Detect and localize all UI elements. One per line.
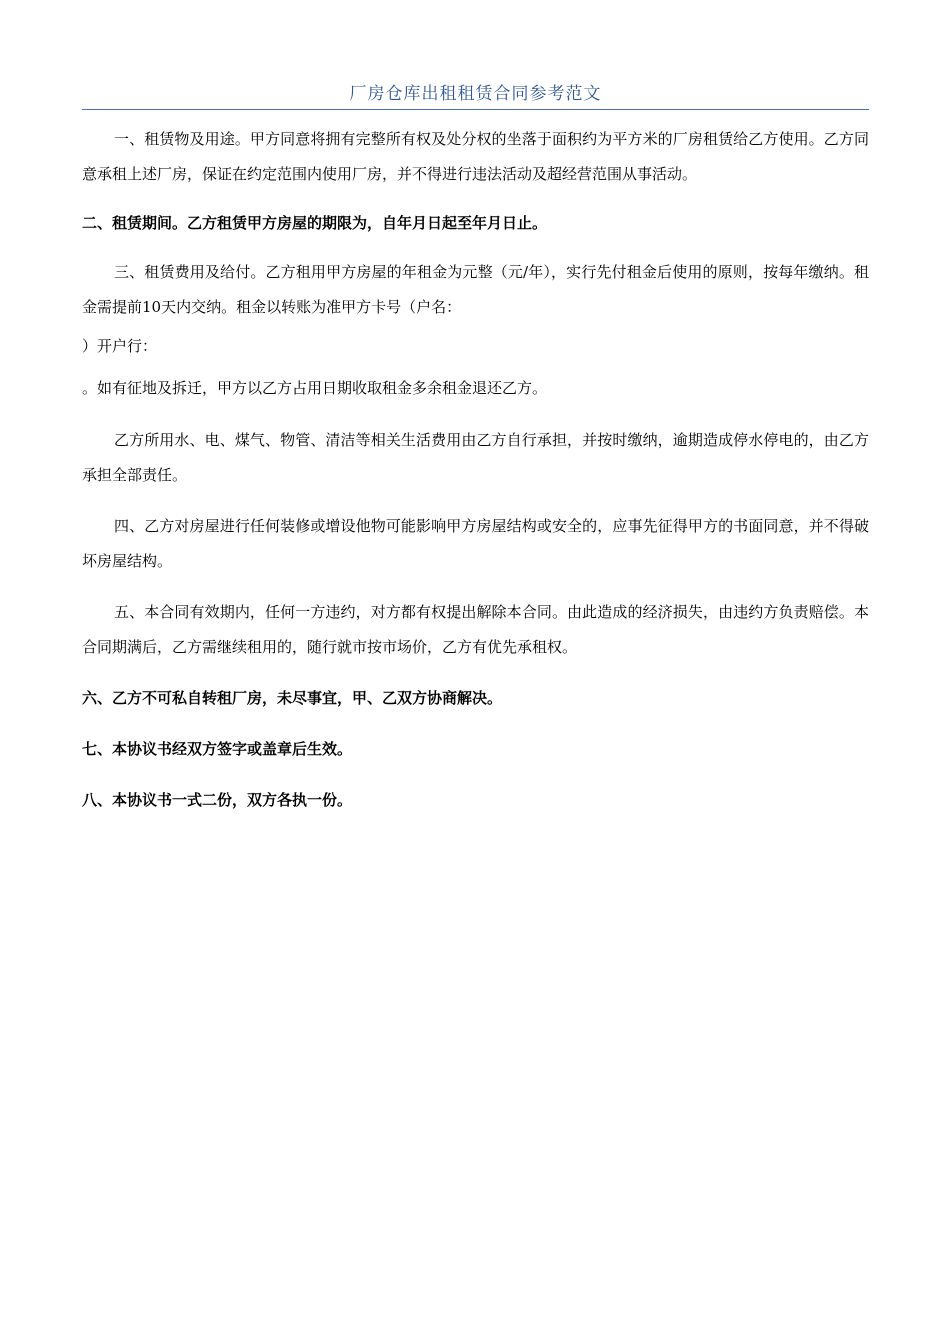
- clause-3-utilities-paragraph: 乙方所用水、电、煤气、物管、清洁等相关生活费用由乙方自行承担，并按时缴纳，逾期造成停水停电的，由乙方承担全部责任。: [82, 431, 869, 484]
- clause-3-relocation-line: 。如有征地及拆迁，甲方以乙方占用日期收取租金多余租金退还乙方。: [82, 379, 548, 397]
- clause-4-paragraph: 四、乙方对房屋进行任何装修或增设他物可能影响甲方房屋结构或安全的，应事先征得甲方的书面同意，并不得破坏房屋结构。: [82, 517, 869, 570]
- clause-1-paragraph: 一、租赁物及用途。甲方同意将拥有完整所有权及处分权的坐落于面积约为平方米的厂房租赁给乙方使用。乙方同意承租上述厂房，保证在约定范围内使用厂房，并不得进行违法活动及超经营范围从事活动。: [82, 130, 869, 183]
- clause-3-paragraph: 三、租赁费用及给付。乙方租用甲方房屋的年租金为元整（元/年），实行先付租金后使用的原则，按每年缴纳。租金需提前10天内交纳。租金以转账为准甲方卡号（户名：: [82, 263, 869, 316]
- clause-2-paragraph: 二、租赁期间。乙方租赁甲方房屋的期限为，自年月日起至年月日止。: [82, 214, 548, 232]
- clause-8-paragraph: 八、本协议书一式二份，双方各执一份。: [82, 791, 353, 809]
- clause-7-paragraph: 七、本协议书经双方签字或盖章后生效。: [82, 740, 353, 758]
- clause-5-paragraph: 五、本合同有效期内，任何一方违约，对方都有权提出解除本合同。由此造成的经济损失，由违约方负责赔偿。本合同期满后，乙方需继续租用的，随行就市按市场价，乙方有优先承租权。: [82, 603, 869, 656]
- header-divider: [82, 109, 869, 110]
- clause-3-bank-line: ）开户行：: [82, 337, 158, 355]
- page-header: [82, 80, 869, 110]
- document-title: 厂房仓库出租租赁合同参考范文: [349, 84, 602, 104]
- contract-body: [82, 122, 869, 818]
- clause-6-paragraph: 六、乙方不可私自转租厂房，未尽事宜，甲、乙双方协商解决。: [82, 689, 503, 707]
